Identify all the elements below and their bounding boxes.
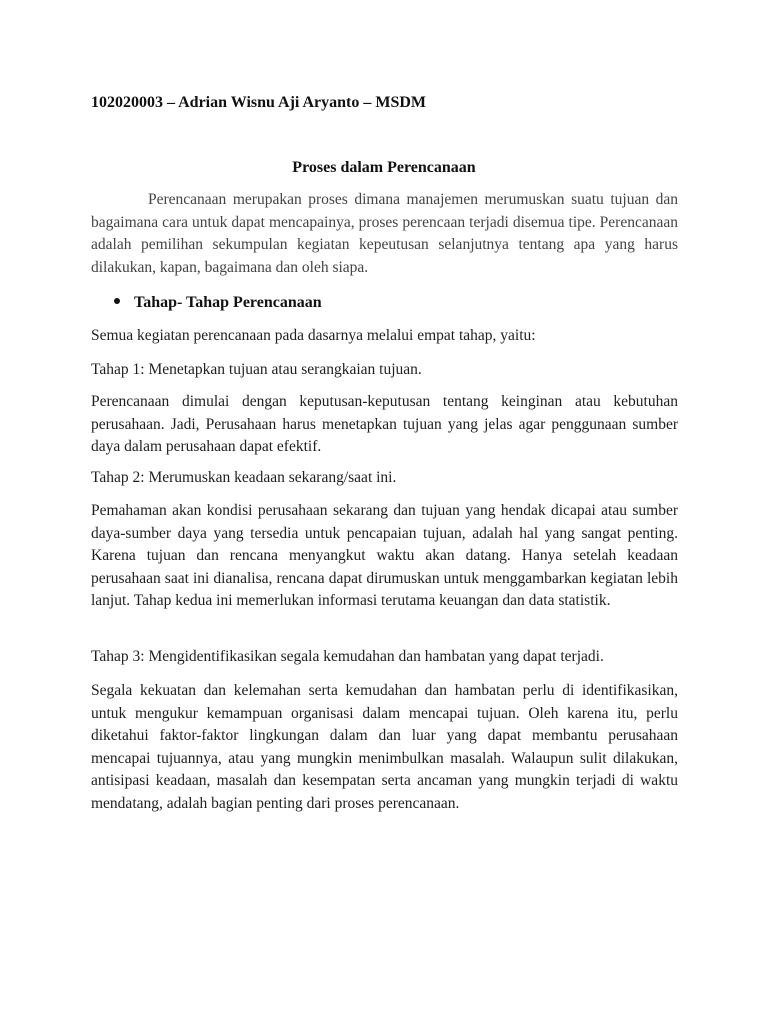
author-line: 102020003 – Adrian Wisnu Aji Aryanto – MSDM — [91, 94, 427, 111]
stage-1-heading: Tahap 1: Menetapkan tujuan atau serangkaian tujuan. — [91, 361, 422, 378]
stage-3-body: Segala kekuatan dan kelemahan serta kemudahan dan hambatan perlu di identifikasikan, untuk mengukur kemampuan organisasi dalam mencapai tujuan. Oleh karena itu, perlu diketahui faktor-faktor lingkungan dalam dan luar yang dapat membantu perusahaan mencapai tujuannya, atau yang mungkin menimbulkan masalah. Walaupun sulit dilakukan, antisipasi keadaan, masalah dan kesempatan serta ancaman yang mungkin terjadi di waktu mendatang, adalah bagian penting dari proses perencanaan. — [91, 682, 678, 812]
lead-in-text: Semua kegiatan perencanaan pada dasarnya melalui empat tahap, yaitu: — [91, 327, 536, 344]
stage-2-heading: Tahap 2: Merumuskan keadaan sekarang/saat ini. — [91, 469, 397, 486]
stage-3-heading: Tahap 3: Mengidentifikasikan segala kemudahan dan hambatan yang dapat terjadi. — [91, 648, 604, 665]
document-title: Proses dalam Perencanaan — [292, 159, 476, 176]
stage-2-body: Pemahaman akan kondisi perusahaan sekarang dan tujuan yang hendak dicapai atau sumber daya-sumber daya yang tersedia untuk pencapaian tujuan, adalah hal yang sangat penting. Karena tujuan dan rencana menyangkut waktu akan datang. Hanya setelah keadaan perusahaan saat ini dianalisa, rencana dapat dirumuskan untuk menggambarkan kegiatan lebih lanjut. Tahap kedua ini memerlukan informasi terutama keuangan dan data statistik. — [91, 502, 678, 609]
bullet-heading: Tahap- Tahap Perencanaan — [134, 294, 322, 311]
bullet-icon — [114, 298, 120, 304]
intro-paragraph: Perencanaan merupakan proses dimana manajemen merumuskan suatu tujuan dan bagaimana cara untuk dapat mencapainya, proses perencaan terjadi disemua tipe. Perencanaan adalah pemilihan sekumpulan kegiatan kepeutusan selanjutnya tentang apa yang harus dilakukan, kapan, bagaimana dan oleh siapa. — [91, 191, 678, 276]
stage-1-body: Perencanaan dimulai dengan keputusan-keputusan tentang keinginan atau kebutuhan perusahaan. Jadi, Perusahaan harus menetapkan tujuan yang jelas agar penggunaan sumber daya dalam perusahaan dapat efektif. — [91, 393, 678, 455]
bullet-heading-row — [114, 294, 322, 312]
